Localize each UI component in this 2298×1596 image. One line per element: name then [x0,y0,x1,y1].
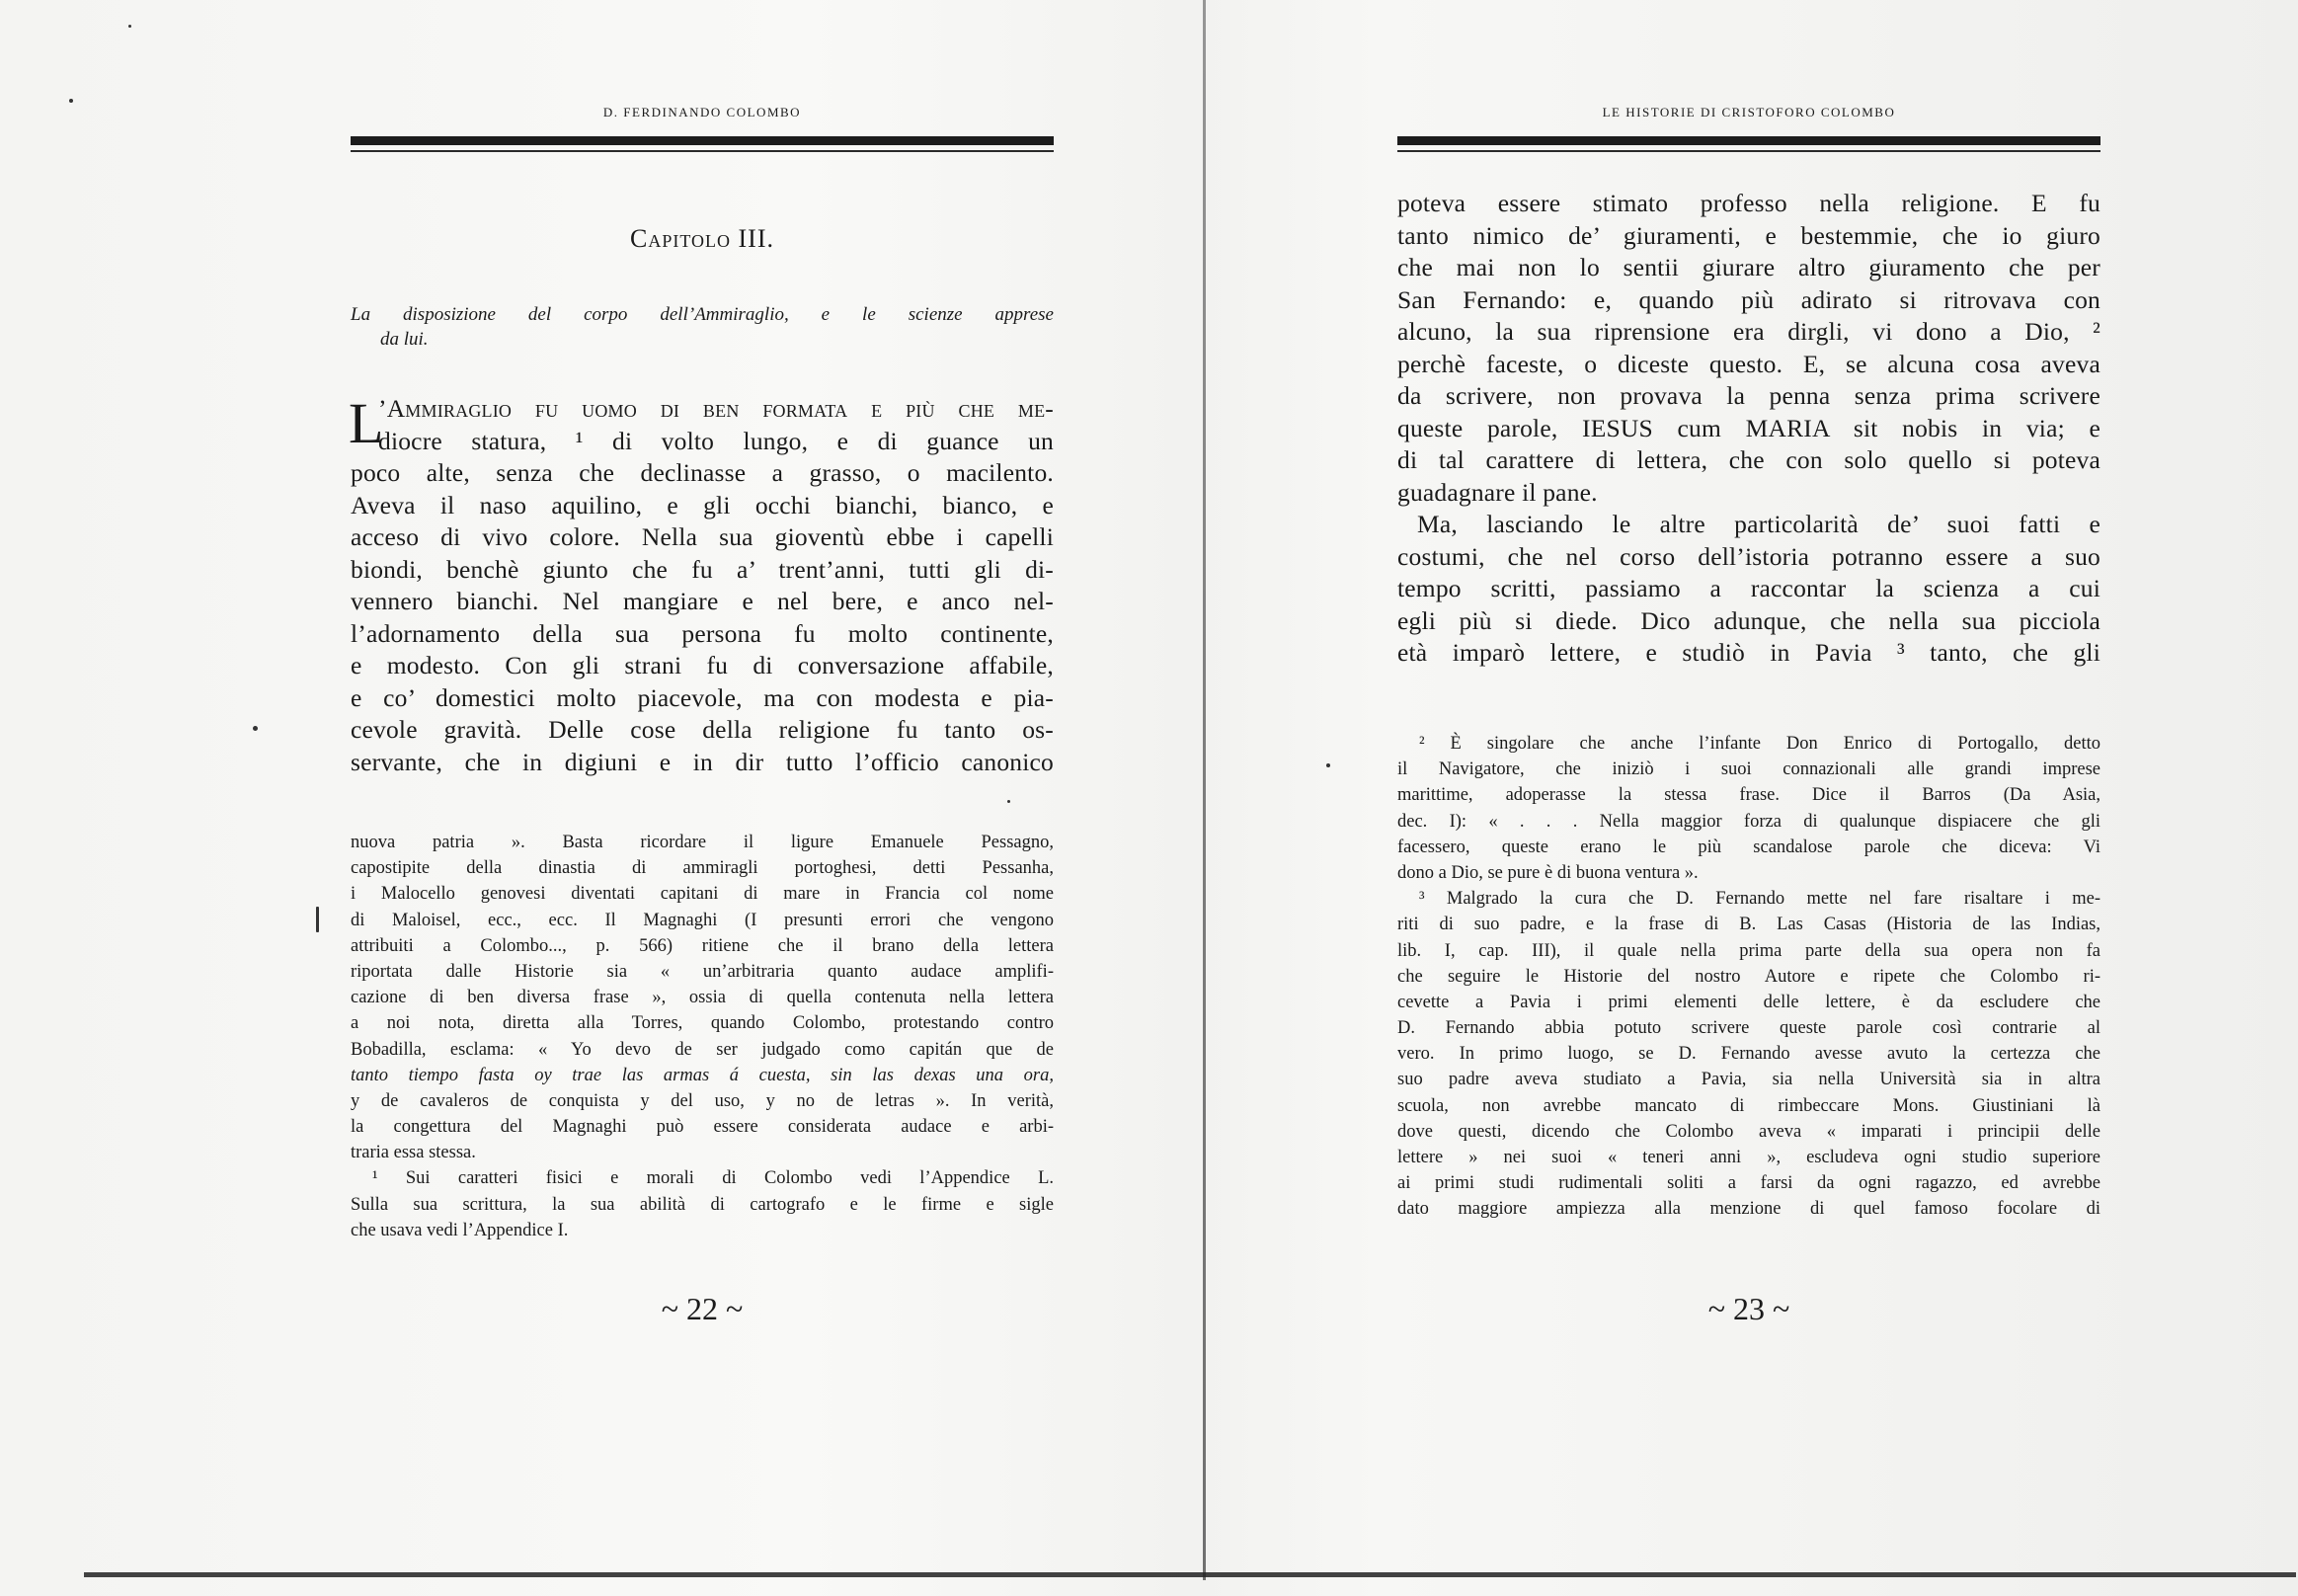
footnote-line: marittime, adoperasse la stessa frase. Dice il Barros (Da Asia, [1397,785,2100,806]
footnote-line: cevette a Pavia i primi elementi delle lettere, è da escludere che [1397,992,2100,1012]
opening-paragraph [351,393,1054,457]
scan-speck [1326,763,1330,767]
body-line: perchè faceste, o diceste questo. E, se alcuna cosa aveva [1397,349,2100,378]
footnote-line: ai primi studi rudimentali soliti a farsi da ogni ragazzo, ed avrebbe [1397,1173,2100,1194]
body-line: biondi, benchè giunto che fu a’ trent’anni, tutti gli di- [351,554,1054,584]
scan-speck [1007,800,1010,803]
chapter-body [1397,188,2100,670]
body-line: poteva essere stimato professo nella religione. E fu [1397,189,2100,217]
body-line: di tal carattere di lettera, che con solo quello si poteva [1397,445,2100,474]
footnote-line: dove questi, dicendo che Colombo aveva « imparati i principii delle [1397,1121,2100,1142]
body-line: tanto nimico de’ giuramenti, e bestemmie, che io giuro [1397,220,2100,250]
footnote-line: traria essa stessa. [351,1143,476,1163]
footnote-line: capostipite della dinastia di ammiragli portoghesi, detti Pessanha, [351,858,1054,879]
footnote-line: y de cavaleros de conquista y del uso, y no de letras ». In verità, [351,1090,1054,1111]
footnote-line: dono a Dio, se pure è di buona ventura ». [1397,862,1699,883]
running-head: D. FERDINANDO COLOMBO [602,105,802,120]
body-line: Ma, lasciando le altre particolarità de’ suoi fatti e [1417,510,2100,538]
scan-speck [253,726,258,731]
footnote-line: D. Fernando abbia potuto scrivere queste parole così contrarie al [1397,1018,2100,1039]
body-line: guadagnare il pane. [1397,477,1598,507]
footnote-line: nuova patria ». Basta ricordare il ligure Emanuele Pessagno, [351,833,1054,852]
body-line: acceso di vivo colore. Nella sua gioventù ebbe i capelli [351,522,1054,551]
body-line: età imparò lettere, e studiò in Pavia ³ tanto, che gli [1397,638,2100,667]
body-line: alcuno, la sua riprensione era dirgli, vi dono a Dio, ² [1397,317,2100,346]
footnote-line: Bobadilla, esclama: « Yo devo de ser judgado como capitán que de [351,1039,1054,1060]
footnote-line: tanto tiempo fasta oy trae las armas á cuesta, sin las dexas una ora, [351,1065,1054,1085]
page-number: ~ 23 ~ [1707,1291,1790,1326]
footnote-line: la congettura del Magnaghi può essere considerata audace e arbi- [351,1117,1054,1138]
body-line: e co’ domestici molto piacevole, ma con modesta e pia- [351,682,1054,712]
subtitle-line: La disposizione del corpo dell’Ammiraglio, e le scienze apprese [351,304,1054,325]
chapter-subtitle [351,302,1054,352]
footnote-line: a noi nota, diretta alla Torres, quando Colombo, protestando contro [351,1013,1054,1034]
footnote-line: scuola, non avrebbe mancato di rimbeccare Mons. Giustiniani là [1397,1095,2100,1116]
footnote-line: il Navigatore, che iniziò i suoi connazionali alle grandi imprese [1397,759,2100,780]
footnote-line: riti di suo padre, e la frase di B. Las Casas (Historia de las Indias, [1397,915,2100,935]
subtitle-line: da lui. [380,329,429,350]
footnote-line: suo padre aveva studiato a Pavia, sia nella Università sia in altra [1397,1070,2100,1090]
body-line: poco alte, senza che declinasse a grasso, o macilento. [351,458,1054,487]
footnote-line: che usava vedi l’Appendice I. [351,1220,569,1240]
chapter-title [351,224,1054,254]
header-rule-thin [351,150,1054,152]
body-line: cevole gravità. Delle cose della religione fu tanto os- [351,715,1054,744]
book-gutter [1203,0,1206,1580]
footnote-line: cazione di ben diversa frase », ossia di quella contenuta nella lettera [351,988,1054,1008]
header-rule [351,136,1054,145]
footnote-line: ² È singolare che anche l’infante Don Enrico di Portogallo, detto [1419,734,2100,754]
body-line: che mai non lo sentii giurare altro giuramento che per [1397,253,2100,281]
footnote-line: di Maloisel, ecc., ecc. Il Magnaghi (I presunti errori che vengono [351,910,1054,930]
footnote-line: che seguire le Historie del nostro Autore e ripete che Colombo ri- [1397,966,2100,987]
body-line: e modesto. Con gli strani fu di conversazione affabile, [351,651,1054,679]
body-line: tempo scritti, passiamo a raccontar la scienza a cui [1397,574,2100,602]
header-rule-thin [1397,150,2100,152]
scan-bottom-edge [84,1572,2296,1577]
body-line: servante, che in digiuni e in dir tutto l’officio canonico [351,747,1054,776]
body-line: da scrivere, non provava la penna senza prima scrivere [1397,381,2100,410]
footnote-line: riportata dalle Historie sia « un’arbitraria quanto audace amplifi- [351,961,1054,982]
scan-speck [316,907,319,932]
scan-speck [69,99,73,103]
footnote-line: ³ Malgrado la cura che D. Fernando mette nel fare risaltare i me- [1419,889,2100,910]
body-line: egli più si diede. Dico adunque, che nella sua picciola [1397,605,2100,635]
body-line: diocre statura, ¹ di volto lungo, e di guance un [378,426,1054,455]
page-number: ~ 22 ~ [661,1291,744,1326]
body-line: costumi, che nel corso dell’istoria potranno essere a suo [1397,541,2100,571]
footnote-line: facessero, queste erano le più scandalose parole che diceva: Vi [1397,837,2100,857]
footnote-line: attribuiti a Colombo..., p. 566) ritiene che il brano della lettera [351,935,1054,956]
footnote-line: vero. In primo luogo, se D. Fernando avesse avuto la certezza che [1397,1044,2100,1065]
footnote-line: i Malocello genovesi diventati capitani di mare in Francia col nome [351,884,1054,905]
footnote-line: dato maggiore ampiezza alla menzione di quel famoso focolare di [1397,1199,2100,1220]
scan-speck [128,25,131,28]
drop-cap: L [349,391,384,455]
footnote-line: Sulla sua scrittura, la sua abilità di cartografo e le firme e sigle [351,1194,1054,1215]
footnote-line: dec. I): « . . . Nella maggior forza di qualunque dispiacere che gli [1397,811,2100,832]
footnotes [351,830,1054,1243]
chapter-body [351,393,1054,778]
body-line: queste parole, IESUS cum MARIA sit nobis in via; e [1397,413,2100,442]
body-line: Aveva il naso aquilino, e gli occhi bianchi, bianco, e [351,490,1054,519]
body-line: ’Ammiraglio fu uomo di ben formata e più che me- [378,394,1054,423]
footnote-line: lib. I, cap. III), il quale nella prima parte della sua opera non fa [1397,940,2100,961]
chapter-title-text: Capitolo III. [630,224,774,253]
footnote-line: ¹ Sui caratteri fisici e morali di Colombo vedi l’Appendice L. [372,1168,1054,1189]
footnotes [1397,731,2100,1223]
footnote-line: lettere » nei suoi « teneri anni », escludeva ogni studio superiore [1397,1148,2100,1167]
body-line: San Fernando: e, quando più adirato si ritrovava con [1397,284,2100,314]
running-head: LE HISTORIE DI CRISTOFORO COLOMBO [1602,105,1896,120]
body-line: vennero bianchi. Nel mangiare e nel bere, e anco nel- [351,587,1054,615]
header-rule [1397,136,2100,145]
body-line: l’adornamento della sua persona fu molto continente, [351,618,1054,648]
